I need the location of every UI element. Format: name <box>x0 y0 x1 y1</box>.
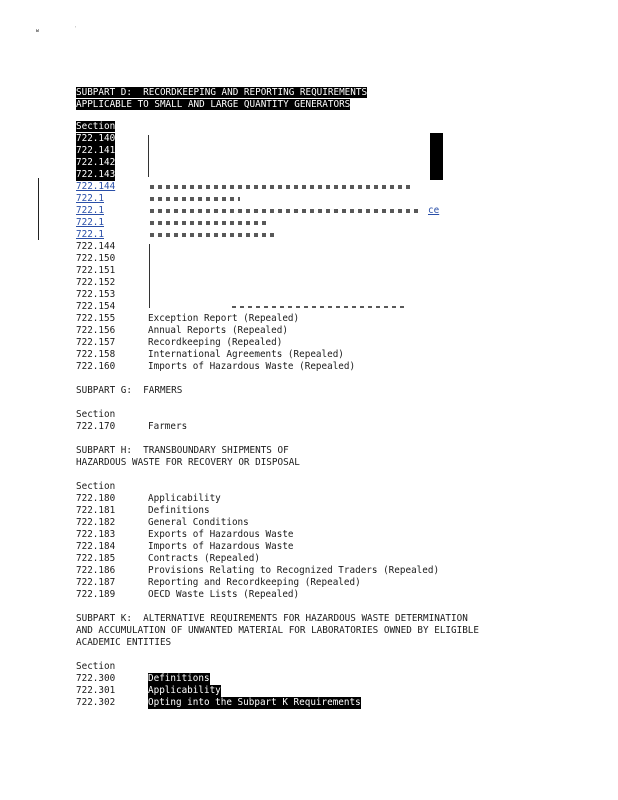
subpart-k-heading: SUBPART K: ALTERNATIVE REQUIREMENTS FOR HAZARDOUS WASTE DETERMINATION AND ACCUMULATION OF UNWANTED MATERIAL FOR LABORATORIES OWNED BY ELIGIBLE ACADEMIC ENTITIES <box>76 613 479 648</box>
garbled-text <box>150 197 240 201</box>
section-label: Section <box>76 661 116 672</box>
tick-mark: ' <box>74 26 78 32</box>
garbled-text <box>150 185 410 189</box>
garbled-text <box>150 221 270 225</box>
subpart-d-heading <box>76 87 367 111</box>
blue-link[interactable]: ce <box>428 205 440 216</box>
subpart-d-heading-text: SUBPART D: RECORDKEEPING AND REPORTING REQUIREMENTS APPLICABLE TO SMALL AND LARGE QUANTITY GENERATORS <box>76 87 368 110</box>
redaction-edge <box>148 135 149 177</box>
garbled-text <box>232 306 404 308</box>
revision-bar <box>38 178 39 240</box>
corner-mark: ы <box>36 28 40 34</box>
subpart-h-heading: SUBPART H: TRANSBOUNDARY SHIPMENTS OF HAZARDOUS WASTE FOR RECOVERY OR DISPOSAL <box>76 445 300 468</box>
section-label: Section <box>76 409 116 420</box>
garbled-text <box>150 209 420 213</box>
redaction-edge <box>149 244 150 308</box>
section-label: Section <box>76 481 116 492</box>
subpart-g-heading: SUBPART G: FARMERS <box>76 385 183 396</box>
redaction-block <box>430 133 443 180</box>
section-label: Section <box>76 121 116 132</box>
garbled-text <box>150 233 275 237</box>
document-page: ы ' SUBPART D: RECORDKEEPING AND REPORTING REQUIREMENTS APPLICABLE TO SMALL AND LARGE QUANTITY GENERATORS Section 722.140 722.141 722.142 722.143 722.144 722.1 722.1 722.1 722.1 ce 722.144 722.150 722.151 722.152 722.153 722.154 722.155 Exception Report (Repealed) 722.156 Annual Reports (Repealed) 722.157 Recordkeeping (Repealed) 722.158 International Agreements (Repealed) 722.160 Imports of Hazardous Waste (Repealed) SUBPART G: FARMERS Section 722.170 Farmers SUBPART H: TRANSBOUNDARY SHIPMENTS OF HAZARDOUS WASTE FOR RECOVERY OR DISPOSAL Section 722.180 Applicability 722.181 Definitions 722.182 General Conditions 722.183 Exports of Hazardous Waste 722.184 Imports of Hazardous Waste 722.185 Contracts (Repealed) 722.186 Provisions Relating to Recognized Traders (Repealed) 722.187 Reporting and Recordkeeping (Repealed) 722.189 OECD Waste Lists (Repealed) SUBPART K: ALTERNATIVE REQUIREMENTS FOR HAZARDOUS WASTE DETERMINATION AND ACCUMULATION OF UNWANTED MATERIAL FOR LABORATORIES OWNED BY ELIGIBLE ACADEMIC ENTITIES Section 722.300 Definitions 722.301 Applicability 722.302 Opting into the Subpart K Requirements <box>36 26 479 708</box>
